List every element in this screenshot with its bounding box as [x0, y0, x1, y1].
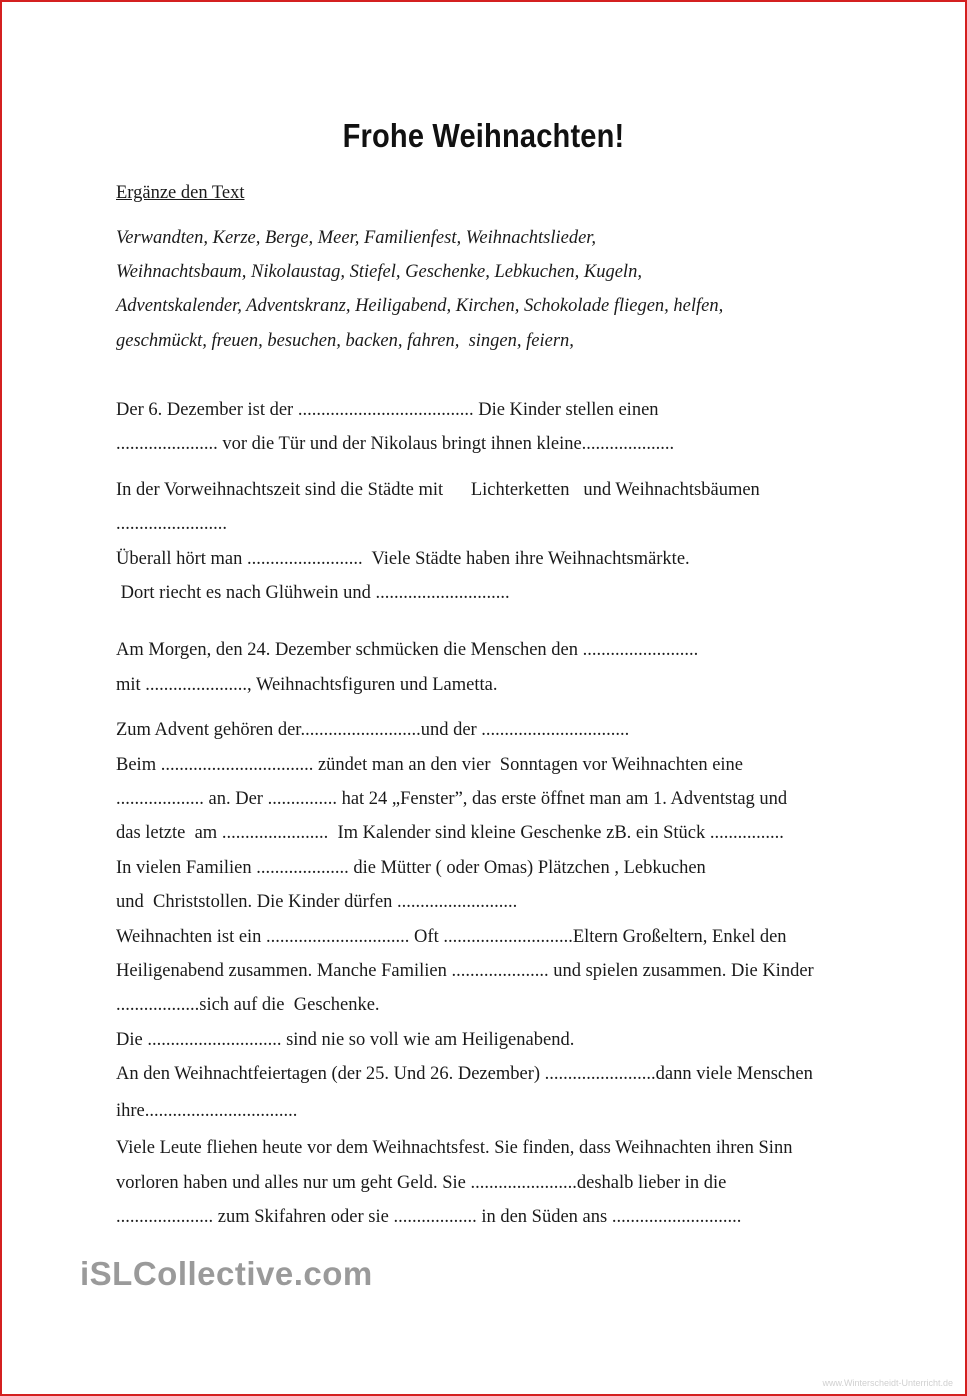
text-line: Der 6. Dezember ist der ...................................... Die Kinder stellen einen [116, 400, 659, 420]
text-line: ...................... vor die Tür und der Nikolaus bringt ihnen kleine.................... [116, 434, 675, 454]
word-bank-line: Verwandten, Kerze, Berge, Meer, Familienfest, Weihnachtslieder, [116, 228, 597, 248]
text-line: ..................sich auf die Geschenke. [116, 995, 380, 1015]
text-line: In der Vorweihnachtszeit sind die Städte mit Lichterketten und Weihnachtsbäumen [116, 480, 760, 500]
text-line: und Christstollen. Die Kinder dürfen .......................... [116, 892, 518, 912]
text-line: ihre................................. [116, 1101, 298, 1121]
watermark-small-text: www.Winterscheidt-Unterricht.de [822, 1378, 953, 1388]
text-line: Weihnachten ist ein ............................... Oft ............................Eltern Großeltern, Enkel den [116, 927, 787, 947]
word-bank-line: geschmückt, freuen, besuchen, backen, fahren, singen, feiern, [116, 331, 574, 351]
text-line: das letzte am ....................... Im Kalender sind kleine Geschenke zB. ein Stück ................ [116, 823, 784, 843]
text-line: Zum Advent gehören der..........................und der ................................ [116, 720, 630, 740]
text-line: In vielen Familien .................... die Mütter ( oder Omas) Plätzchen , Lebkuchen [116, 858, 706, 878]
text-line: ..................... zum Skifahren oder sie .................. in den Süden ans ............................ [116, 1207, 742, 1227]
word-bank-line: Weihnachtsbaum, Nikolaustag, Stiefel, Geschenke, Lebkuchen, Kugeln, [116, 262, 642, 282]
text-line: Überall hört man ......................... Viele Städte haben ihre Weihnachtsmärkte. [116, 549, 690, 569]
worksheet-title: Frohe Weihnachten! [342, 117, 625, 154]
text-line: Dort riecht es nach Glühwein und ............................. [116, 583, 510, 603]
watermark-logo: iSLCollective.com [80, 1255, 373, 1292]
text-line: Viele Leute fliehen heute vor dem Weihnachtsfest. Sie finden, dass Weihnachten ihren Sinn [116, 1138, 793, 1158]
text-line: Am Morgen, den 24. Dezember schmücken die Menschen den ......................... [116, 640, 699, 660]
text-line: ................... an. Der ............... hat 24 „Fenster”, das erste öffnet man am 1. Adventstag und [116, 789, 788, 809]
word-bank-line: Adventskalender, Adventskranz, Heiligabend, Kirchen, Schokolade fliegen, helfen, [116, 296, 724, 316]
text-line: An den Weihnachtfeiertagen (der 25. Und 26. Dezember) ........................dann viele Menschen [116, 1064, 813, 1084]
text-line: vorloren haben und alles nur um geht Geld. Sie .......................deshalb lieber in die [116, 1173, 727, 1193]
text-line: Beim ................................. zündet man an den vier Sonntagen vor Weihnachten eine [116, 755, 744, 775]
text-line: Die ............................. sind nie so voll wie am Heiligenabend. [116, 1030, 575, 1050]
text-line: ........................ [116, 514, 227, 534]
text-line: Heiligenabend zusammen. Manche Familien ..................... und spielen zusammen. Die Kinder [116, 961, 814, 981]
instruction-heading: Ergänze den Text [116, 183, 245, 203]
text-line: mit ......................, Weihnachtsfiguren und Lametta. [116, 675, 498, 695]
